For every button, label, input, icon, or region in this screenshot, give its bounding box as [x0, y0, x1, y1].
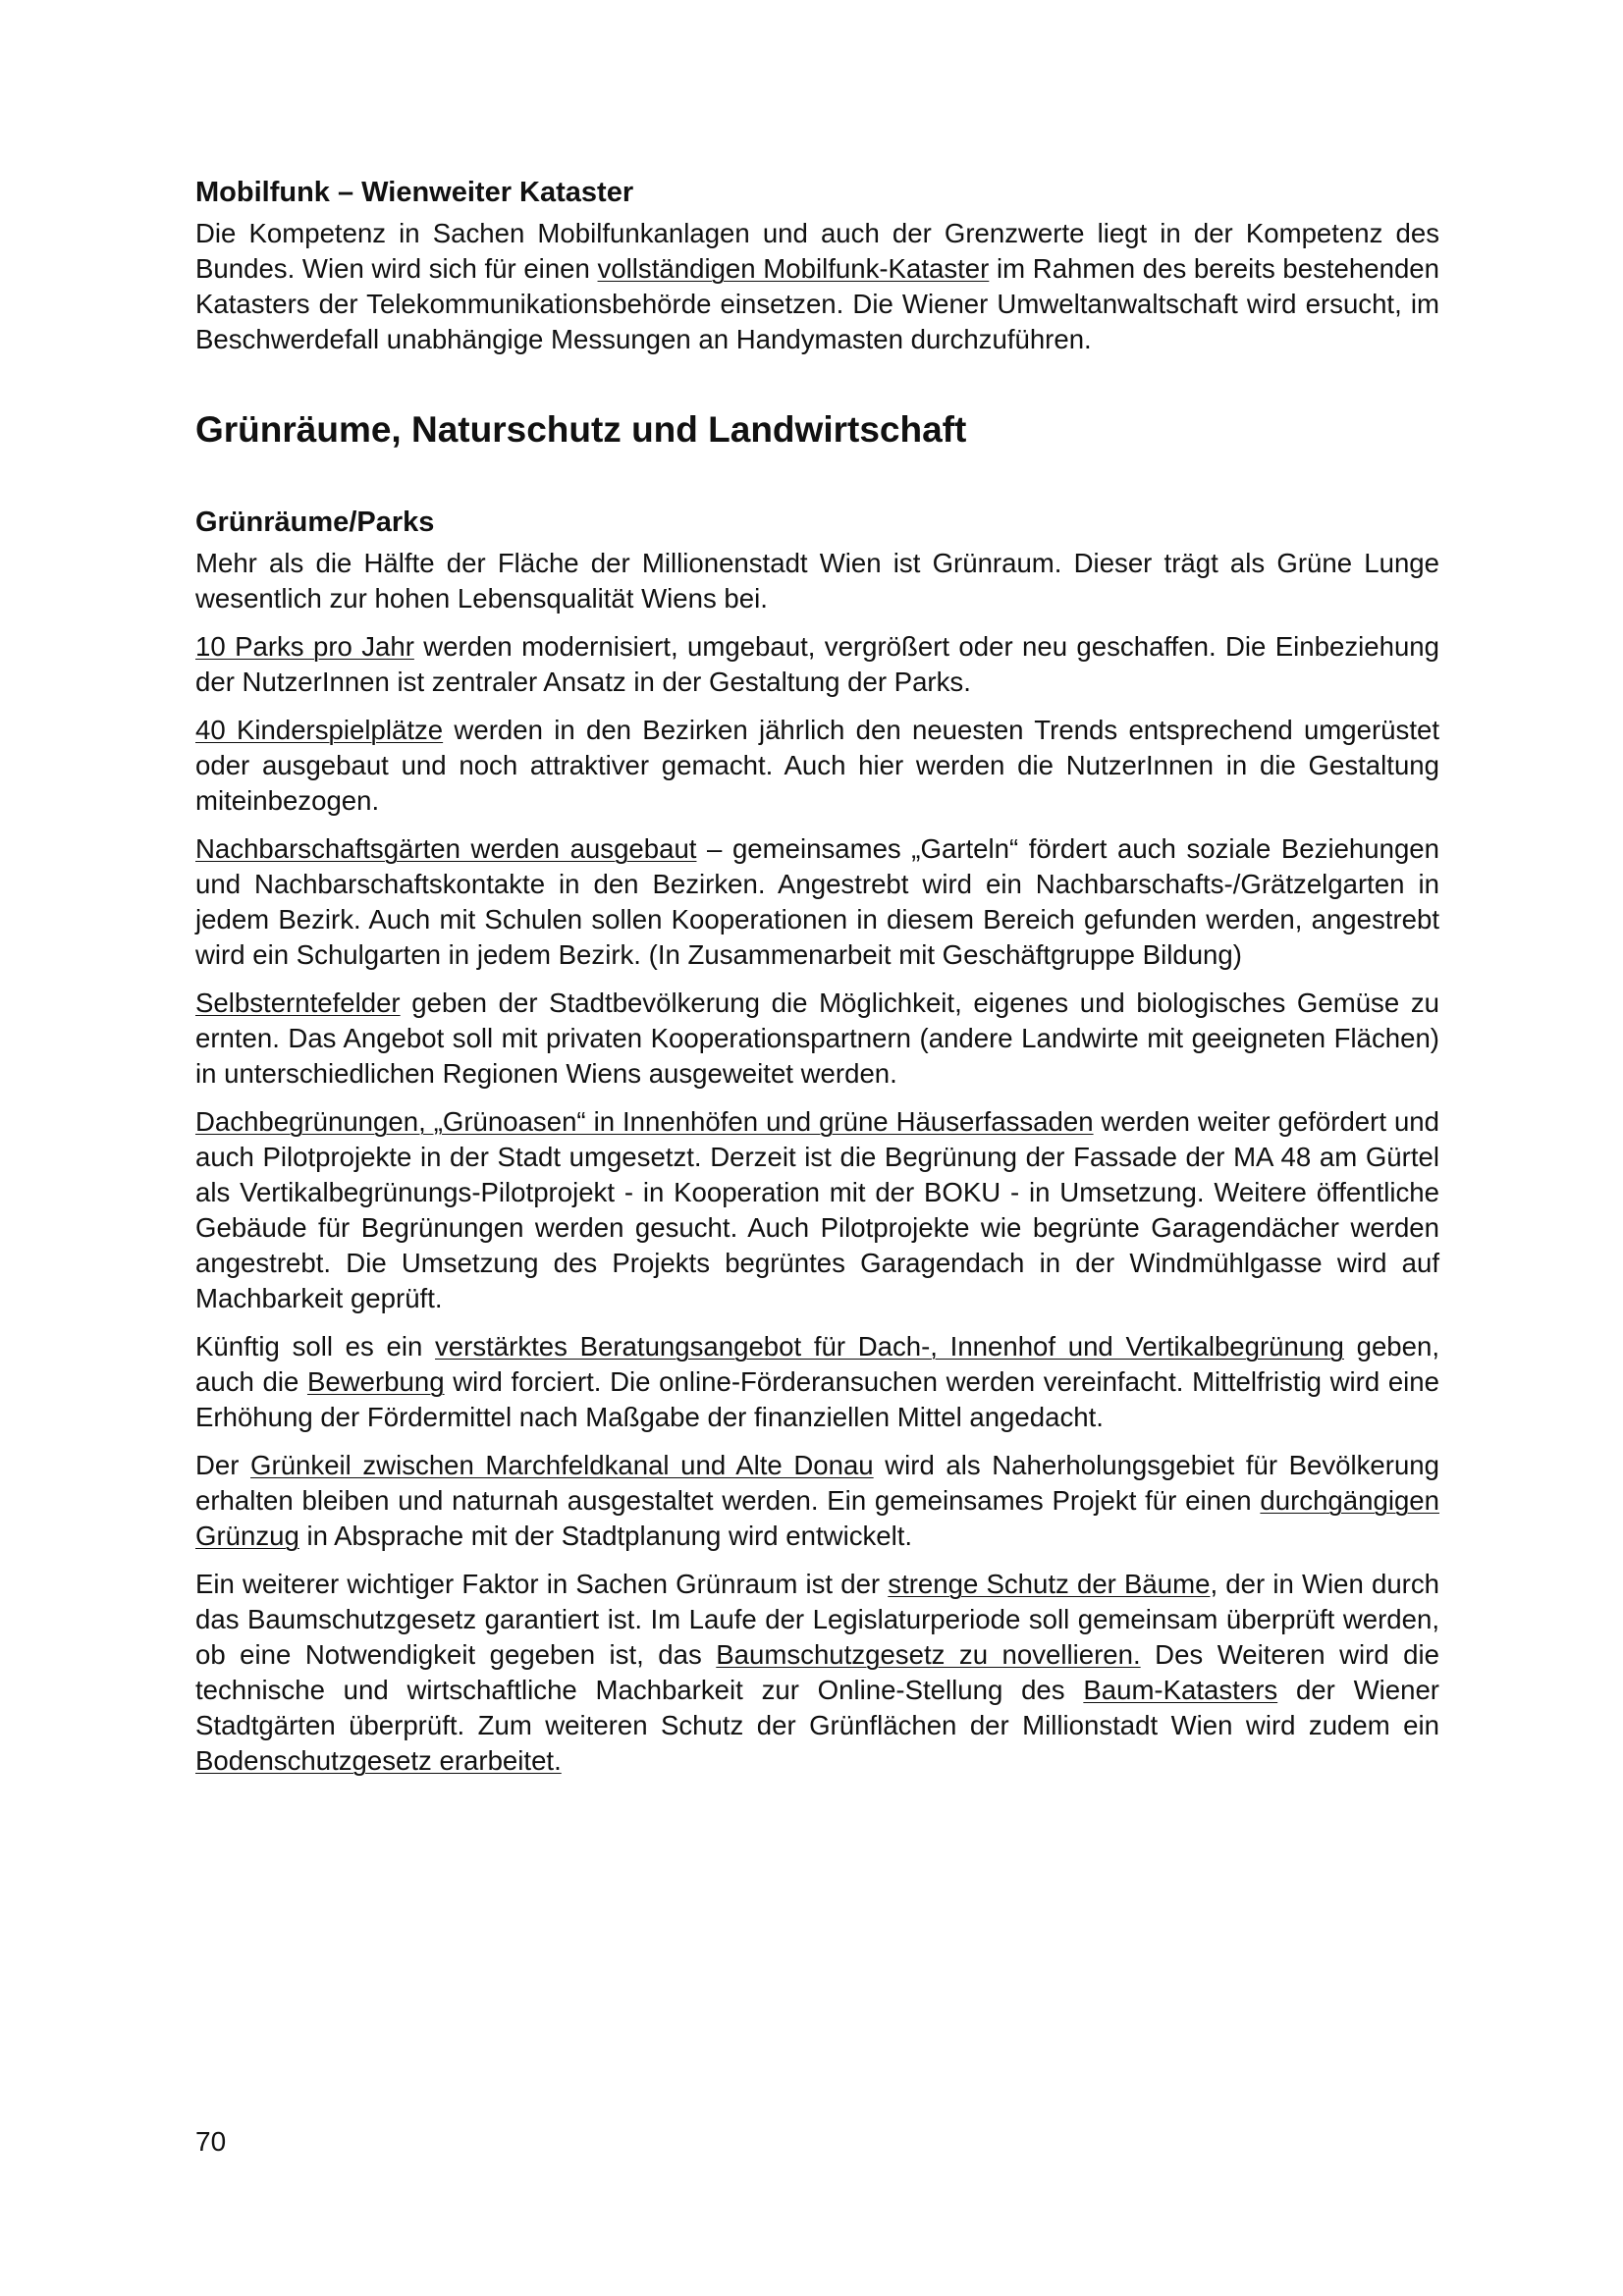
paragraph-8: [195, 1448, 1439, 1554]
text-run: Ein weiterer wichtiger Faktor in Sachen Grünraum ist der: [195, 1569, 889, 1599]
underlined-term: Bodenschutzgesetz erarbeitet.: [195, 1745, 562, 1776]
underlined-term: Selbsterntefelder: [195, 988, 401, 1018]
text-run: der Wiener Stadtgärten überprüft. Zum weiteren Schutz der Grünflächen der Millionstadt Wien wird zudem ein: [195, 1675, 1439, 1740]
section-mobilfunk: [195, 175, 1439, 357]
text-run: – gemeinsames „Garteln“ fördert auch soziale Beziehungen und Nachbarschaftskontakte in den Bezirken. Angestrebt wird ein Nachbarschafts-/Grätzelgarten in jedem Bezirk. Auch mit Schulen sollen Kooperationen in diesem Bereich gefunden werden, angestrebt wird ein Schulgarten in jedem Bezirk. (In Zusammenarbeit mit Geschäftgruppe Bildung): [195, 833, 1440, 970]
text-run: wird als Naherholungsgebiet für Bevölkerung erhalten bleiben und naturnah ausgestaltet werden. Ein gemeinsames Projekt für einen: [195, 1450, 1439, 1516]
page-number: 70: [195, 2126, 227, 2157]
text-run: werden in den Bezirken jährlich den neuesten Trends entsprechend umgerüstet oder ausgebaut und noch attraktiver gemacht. Auch hier werden die NutzerInnen in die Gestaltung miteinbezogen.: [195, 715, 1439, 816]
underlined-term: Dachbegrünungen, „Grünoasen“ in Innenhöfen und grüne Häuserfassaden: [195, 1106, 1094, 1137]
underlined-term: 10 Parks pro Jahr: [195, 631, 414, 662]
paragraph-1: Mehr als die Hälfte der Fläche der Millionenstadt Wien ist Grünraum. Dieser trägt als Grüne Lunge wesentlich zur hohen Lebensqualität Wiens bei.: [195, 548, 1439, 614]
underlined-term: 40 Kinderspielplätze: [195, 715, 444, 745]
text-run: geben, auch die: [195, 1331, 1439, 1397]
text-run: in Absprache mit der Stadtplanung wird entwickelt.: [298, 1521, 913, 1551]
paragraph-5: [195, 986, 1439, 1092]
chapter-heading: Grünräume, Naturschutz und Landwirtschaft: [195, 409, 967, 450]
underlined-term: Baum-Katasters: [1083, 1675, 1278, 1705]
underlined-term: Bewerbung: [306, 1366, 445, 1397]
section-heading-mobilfunk: Mobilfunk – Wienweiter Kataster: [195, 177, 634, 208]
text-run: geben der Stadtbevölkerung die Möglichkeit, eigenes und biologisches Gemüse zu ernten. Das Angebot soll mit privaten Kooperationspartnern (andere Landwirte mit geeigneten Flächen) in unterschiedlichen Regionen Wiens ausgeweitet werden.: [195, 988, 1439, 1089]
document-page: [195, 175, 1439, 1791]
underlined-term: Baumschutzgesetz zu novellieren.: [716, 1639, 1141, 1670]
text-run: Des Weiteren wird die technische und wirtschaftliche Machbarkeit zur Online-Stellung des: [195, 1639, 1440, 1705]
paragraph-6: [195, 1104, 1439, 1316]
section-gruenraeume: [195, 505, 1439, 1779]
paragraph-7: [195, 1329, 1439, 1435]
paragraph-3: [195, 713, 1439, 819]
underlined-term: strenge Schutz der Bäume: [888, 1569, 1211, 1599]
underlined-term: Nachbarschaftsgärten werden ausgebaut: [195, 833, 697, 864]
text-run: Der: [195, 1450, 251, 1480]
text-run: werden weiter gefördert und auch Pilotprojekte in der Stadt umgesetzt. Derzeit ist die Begrünung der Fassade der MA 48 am Gürtel als Vertikalbegrünungs-Pilotprojekt - in Kooperation mit der BOKU - in Umsetzung. Weitere öffentliche Gebäude für Begrünungen werden gesucht. Auch Pilotprojekte wie begrünte Garagendächer werden angestrebt. Die Umsetzung des Projekts begrüntes Garagendach in der Windmühlgasse wird auf Machbarkeit geprüft.: [195, 1106, 1439, 1313]
text-run: Künftig soll es ein: [195, 1331, 435, 1362]
underlined-term: vollständigen Mobilfunk-Kataster: [597, 253, 990, 284]
underlined-term: verstärktes Beratungsangebot für Dach-, Innenhof und Vertikalbegrünung: [435, 1331, 1344, 1362]
paragraph-9: [195, 1567, 1439, 1779]
section-heading-parks: Grünräume/Parks: [195, 507, 435, 538]
text-run: im Rahmen des bereits bestehenden Katasters der Telekommunikationsbehörde einsetzen. Die Wiener Umweltanwaltschaft wird ersucht, im Beschwerdefall unabhängige Messungen an Handymasten durchzuführen.: [195, 253, 1439, 354]
paragraph-mobilfunk: [195, 216, 1439, 357]
text-run: Die Kompetenz in Sachen Mobilfunkanlagen und auch der Grenzwerte liegt in der Kompetenz des Bundes. Wien wird sich für einen: [195, 218, 1439, 284]
underlined-term: durchgängigen Grünzug: [195, 1485, 1439, 1551]
paragraph-4: [195, 831, 1439, 973]
underlined-term: Grünkeil zwischen Marchfeldkanal und Alte Donau: [250, 1450, 874, 1480]
paragraph-2: [195, 629, 1439, 700]
text-run: , der in Wien durch das Baumschutzgesetz garantiert ist. Im Laufe der Legislaturperiode soll gemeinsam überprüft werden, ob eine Notwendigkeit gegeben ist, das: [195, 1569, 1439, 1670]
text-run: werden modernisiert, umgebaut, vergrößert oder neu geschaffen. Die Einbeziehung der NutzerInnen ist zentraler Ansatz in der Gestaltung der Parks.: [195, 631, 1439, 697]
text-run: wird forciert. Die online-Förderansuchen werden vereinfacht. Mittelfristig wird eine Erhöhung der Fördermittel nach Maßgabe der finanziellen Mittel angedacht.: [195, 1366, 1439, 1432]
